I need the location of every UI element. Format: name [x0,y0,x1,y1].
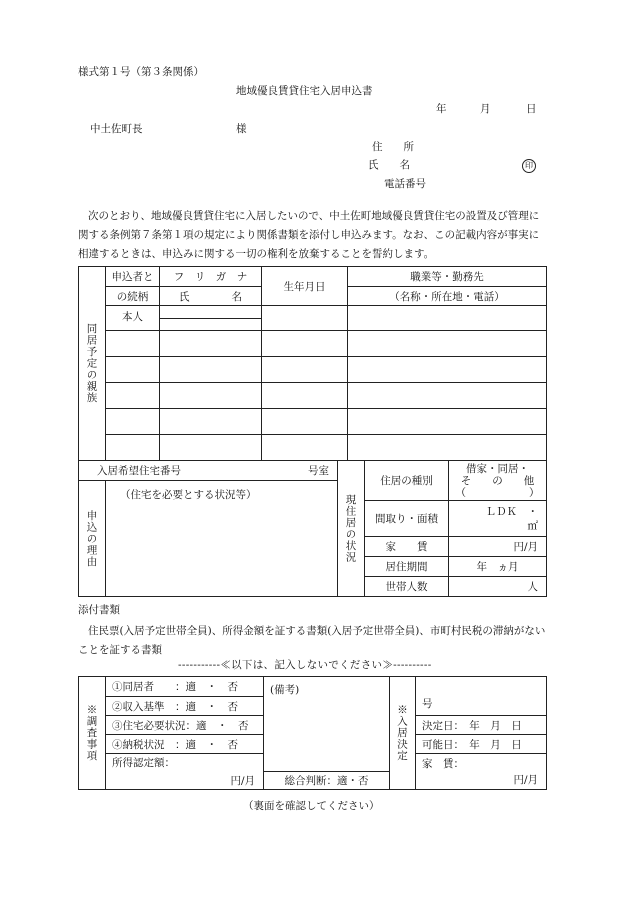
footer-note: （裏面を確認してください） [243,800,380,812]
desired-unit-row[interactable] [79,461,338,481]
addressee: 中土佐町長 [90,123,143,135]
rent-field[interactable]: 円/月 [449,537,547,557]
name-cell[interactable] [160,331,262,357]
desired-unit-label: 入居希望住宅番号 [97,465,181,477]
relation-cell[interactable] [106,409,160,435]
decision-date[interactable]: 決定日： 年 月 日 [416,716,547,735]
col-furigana: フ リ ガ ナ [160,267,262,287]
birth-cell[interactable] [262,331,348,357]
name-cell[interactable] [160,409,262,435]
name-cell[interactable] [160,383,262,409]
decision-rent[interactable] [416,754,547,790]
seal-mark [522,159,536,173]
decision-number[interactable]: 号 [416,677,547,716]
intro-paragraph: 次のとおり、地域優良賃貸住宅に入居したいので、中土佐町地域優良賃貸住宅の設置及び管理に関する条例第７条第１項の規定により関係書類を添付し申込みます。なお、この記載内容が事実に相違するときは、申込みに関する一切の権利を放棄することを誓約します。 [78,210,540,260]
seal-icon: 印 [522,159,536,173]
attachments-heading: 添付書類 [78,604,120,616]
furigana-cell[interactable] [160,306,262,319]
job-cell[interactable] [348,409,547,435]
job-cell[interactable] [348,331,547,357]
type-option-3: （ ） [455,486,540,499]
col-birthdate: 生年月日 [262,267,348,306]
rent-label: 家 賃 [365,537,449,557]
birth-cell[interactable] [262,435,348,461]
room-suffix: 号室 [308,465,329,477]
office-table [78,676,547,790]
residence-type-label: 住居の種別 [365,461,449,501]
layout-field[interactable] [449,501,547,537]
relation-cell[interactable] [106,435,160,461]
survey-item-4: ④納税状況 ：適 ・ 否 [106,735,264,754]
self-relation-cell[interactable]: 本人 [106,306,160,331]
relation-cell[interactable] [106,331,160,357]
name-cell[interactable] [160,319,262,331]
household-label: 世帯人数 [365,577,449,597]
col-relation-2: の続柄 [106,287,160,306]
survey-side-label: ※調査事項 [79,677,106,790]
family-side-label: 同居予定の親族 [79,267,106,461]
job-cell[interactable] [348,435,547,461]
job-cell[interactable] [348,383,547,409]
birth-cell[interactable] [262,357,348,383]
address-label: 住 所 [372,141,414,153]
income-label: 所得認定額： [106,754,264,772]
relation-cell[interactable] [106,383,160,409]
reason-hint: （住宅を必要とする状況等） [120,489,257,501]
relation-cell[interactable] [106,357,160,383]
col-occupation: 職業等・勤務先 [348,267,547,287]
residence-type-options[interactable] [449,461,547,501]
date-day-label: 日 [526,103,537,115]
survey-item-1: ①同居者 ：適 ・ 否 [106,677,264,697]
period-label: 居住期間 [365,557,449,577]
date-year-label: 年 [436,103,447,115]
date-month-label: 月 [480,103,491,115]
col-occupation-detail: （名称・所在地・電話） [348,287,547,306]
type-option-2: そ の 他 [460,474,535,487]
office-divider: -----------≪以下は、記入しないでください≫---------- [178,659,432,671]
reason-side: 申込の理由 [79,481,106,597]
residence-table [78,460,547,597]
type-option-1: 借家・同居・ [466,462,529,475]
form-title: 地域優良賃貸住宅入居申込書 [236,85,373,97]
decision-rent-unit: 円/月 [513,773,538,786]
name-label: 氏 名 [368,159,410,171]
period-field[interactable]: 年 ヵ月 [449,557,547,577]
birth-cell[interactable] [262,306,348,331]
income-unit[interactable]: 円/月 [106,772,264,790]
remarks-field[interactable] [264,677,390,772]
birth-cell[interactable] [262,409,348,435]
name-cell[interactable] [160,357,262,383]
remarks-label: (備考) [270,684,300,696]
job-cell[interactable] [348,306,547,331]
phone-label: 電話番号 [384,178,426,190]
possible-date[interactable]: 可能日： 年 月 日 [416,735,547,754]
form-number: 様式第１号（第３条関係） [78,66,204,78]
birth-cell[interactable] [262,383,348,409]
decision-rent-label: 家 賃： [422,757,464,770]
layout-label: 間取り・面積 [365,501,449,537]
col-relation-1: 申込者と [106,267,160,287]
survey-item-2: ②収入基準 ：適 ・ 否 [106,697,264,716]
job-cell[interactable] [348,357,547,383]
reason-field[interactable] [106,481,338,597]
survey-item-3: ③住宅必要状況：適 ・ 否 [106,716,264,735]
current-residence-side: 現住居の状況 [338,461,365,597]
overall-judgment: 総合判断：適・否 [264,772,390,790]
area-unit: ㎡ [527,519,538,532]
name-cell[interactable] [160,435,262,461]
family-table [78,266,547,461]
decision-side-label: ※入居決定 [390,677,416,790]
household-field[interactable]: 人 [449,577,547,597]
attachments-text: 住民票(入居予定世帯全員)、所得金額を証する書類(入居予定世帯全員)、市町村民税の滞納がないことを証する書類 [78,625,546,656]
layout-value: ＬＤＫ ・ [485,505,538,518]
col-name: 氏 名 [160,287,262,306]
honorific: 様 [236,123,247,135]
